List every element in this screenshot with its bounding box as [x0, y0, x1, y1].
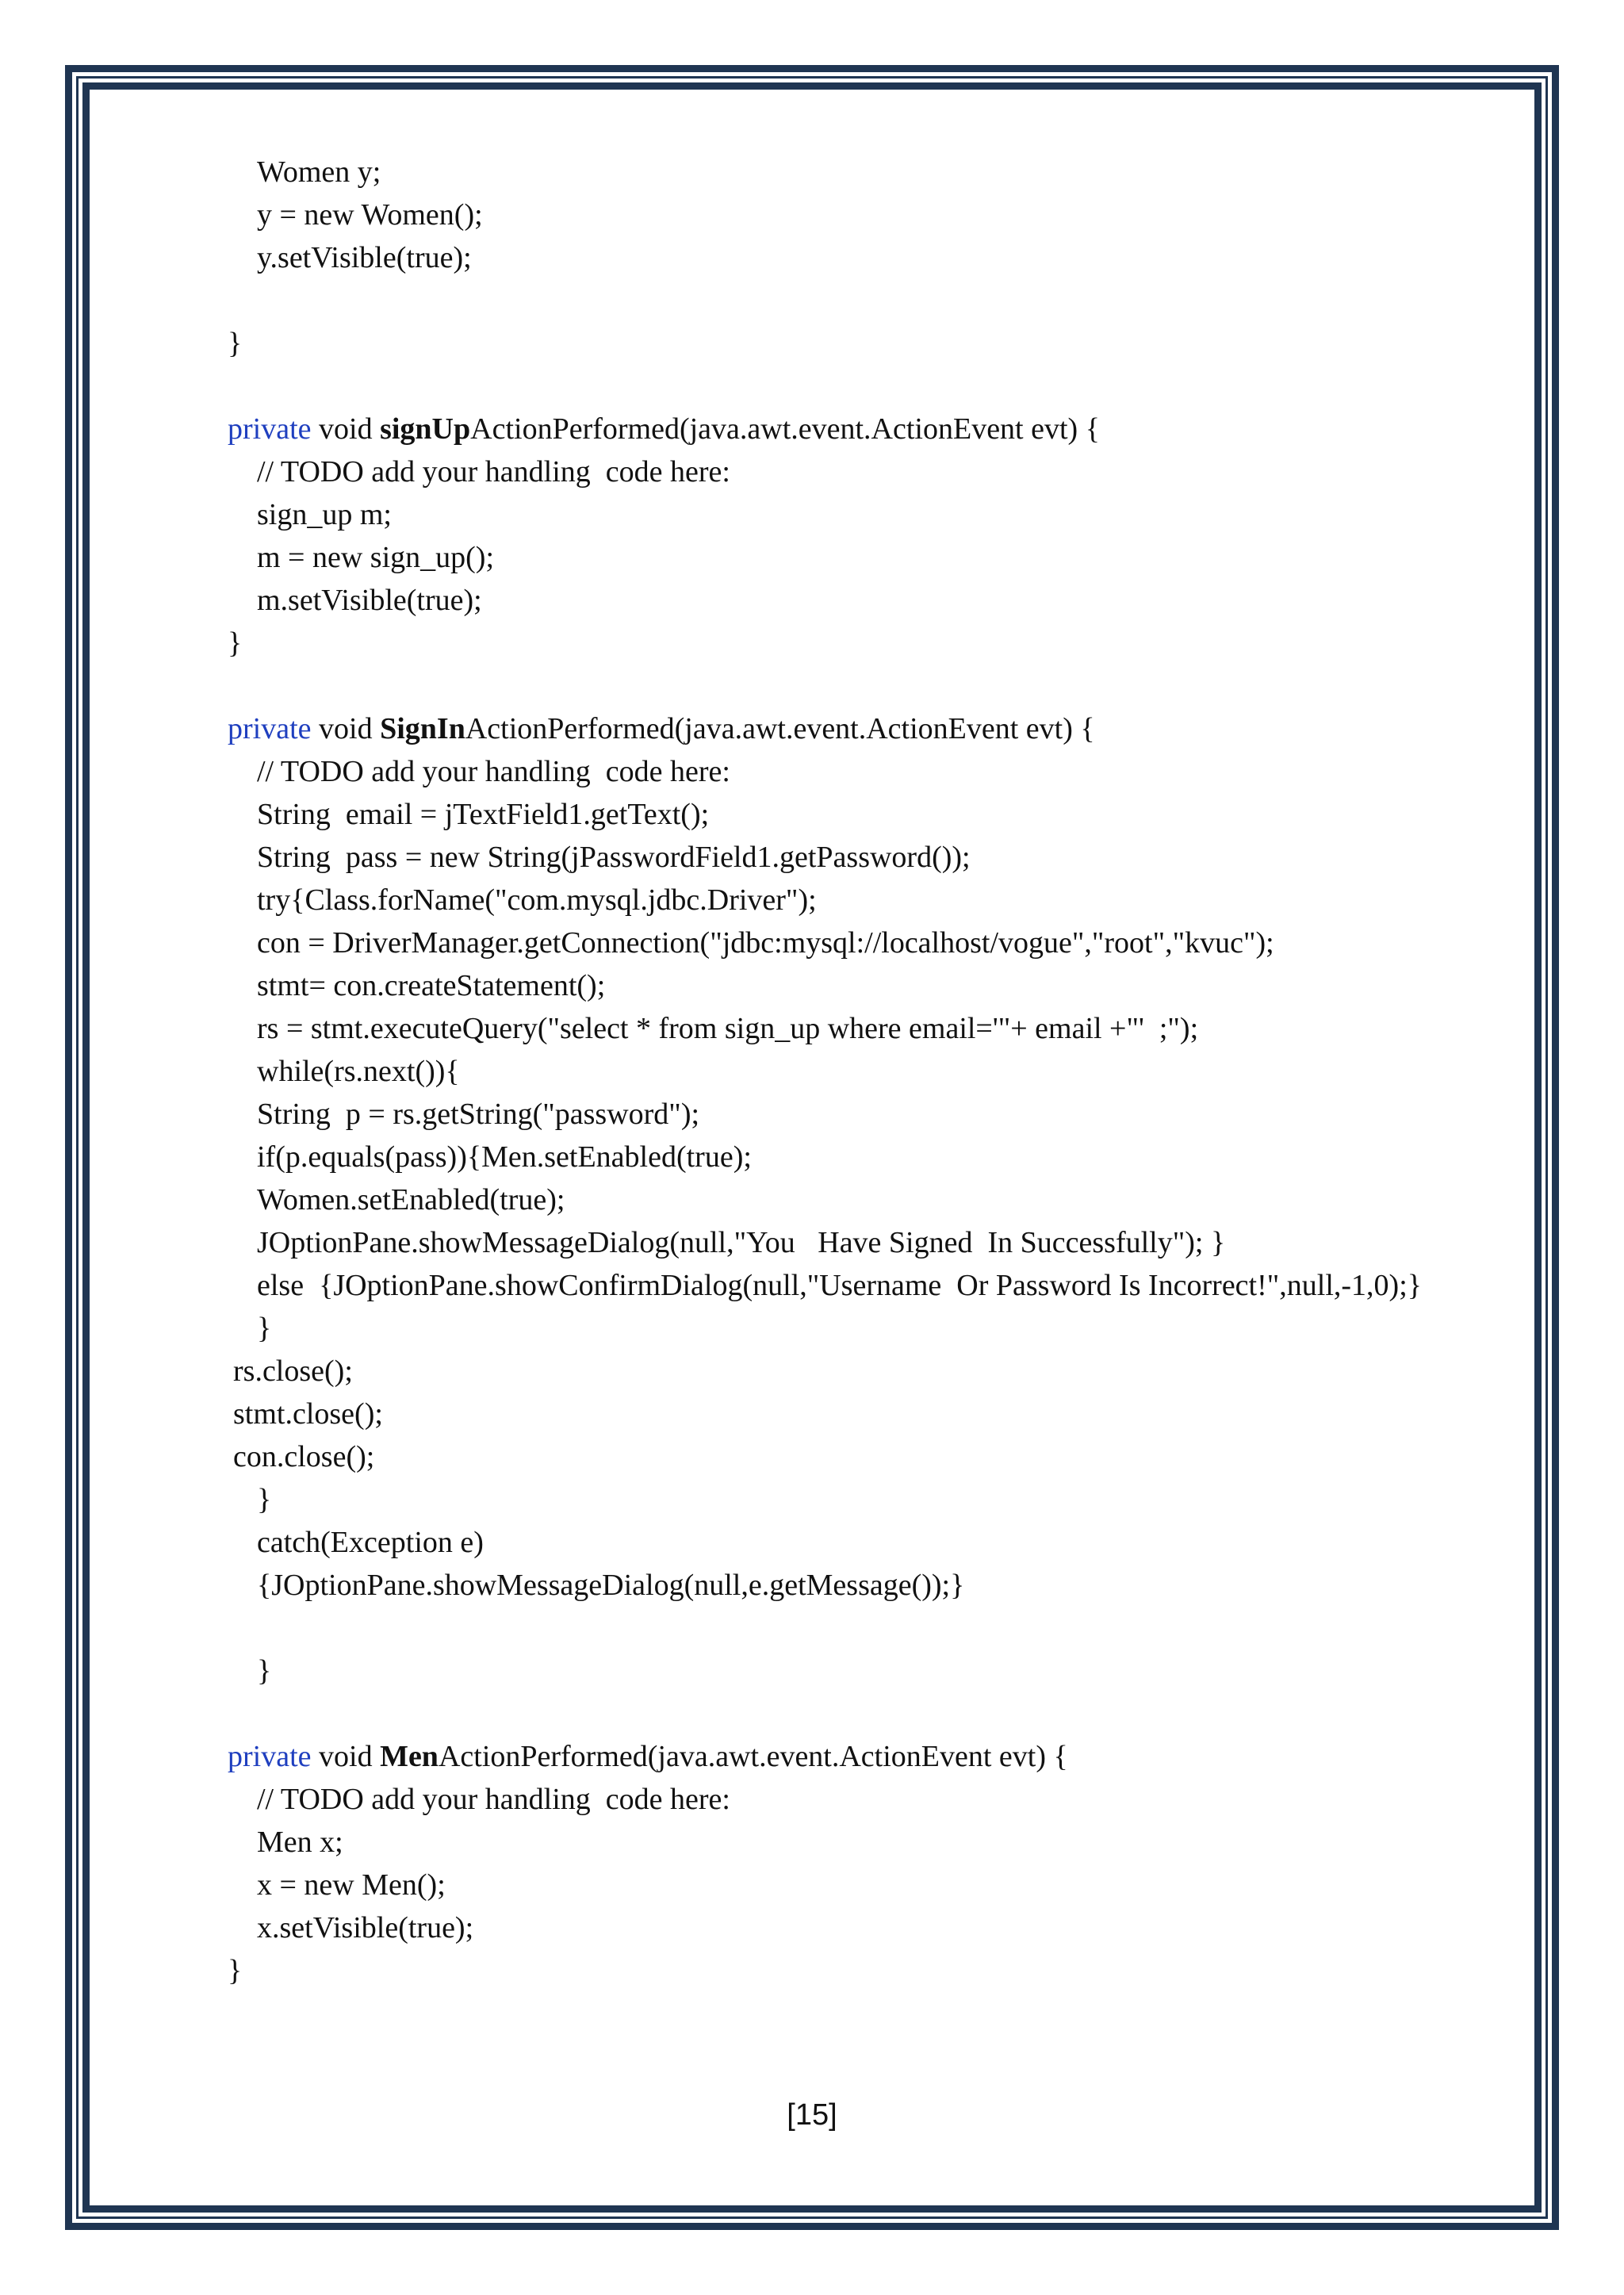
code-comment: // TODO add your handling code here: — [257, 755, 730, 788]
code-line: } — [228, 327, 243, 360]
code-line: rs = stmt.executeQuery("select * from sign_up where email='"+ email +"' ;"); — [257, 1012, 1199, 1045]
code-line: else {JOptionPane.showConfirmDialog(null,"Username Or Password Is Incorrect!",null,-1,0);} — [257, 1269, 1422, 1302]
code-line: String pass = new String(jPasswordField1.getPassword()); — [257, 841, 971, 874]
code-line: Women y; — [257, 155, 381, 189]
code-line: stmt.close(); — [233, 1397, 383, 1431]
code-line: rs.close(); — [233, 1354, 353, 1388]
code-line: con.close(); — [233, 1440, 375, 1473]
code-line: while(rs.next()){ — [257, 1055, 460, 1088]
code-line: {JOptionPane.showMessageDialog(null,e.getMessage());} — [257, 1569, 965, 1602]
code-line: m.setVisible(true); — [257, 584, 482, 617]
method-name-bold: SignIn — [380, 712, 465, 745]
code-token: void — [311, 1740, 381, 1773]
code-token: ActionPerformed(java.awt.event.ActionEvent evt) { — [438, 1740, 1068, 1773]
method-name-bold: signUp — [380, 412, 471, 446]
keyword-private: private — [228, 712, 312, 745]
code-line: } — [257, 1312, 272, 1345]
code-line: } — [228, 626, 243, 660]
code-line: if(p.equals(pass)){Men.setEnabled(true); — [257, 1140, 752, 1174]
code-line: catch(Exception e) — [257, 1526, 484, 1559]
method-signature-signup — [228, 408, 1100, 450]
code-line: } — [257, 1654, 272, 1688]
code-comment: // TODO add your handling code here: — [257, 1783, 730, 1816]
code-line: Men x; — [257, 1826, 343, 1859]
code-line: x = new Men(); — [257, 1868, 446, 1902]
code-line: sign_up m; — [257, 498, 392, 531]
code-line: String p = rs.getString("password"); — [257, 1098, 700, 1131]
method-signature-men — [228, 1735, 1068, 1778]
method-signature-signin — [228, 707, 1095, 750]
code-token: void — [311, 412, 381, 446]
code-line: String email = jTextField1.getText(); — [257, 798, 710, 831]
keyword-private: private — [228, 412, 312, 446]
code-line: } — [228, 1954, 243, 1987]
code-line: stmt= con.createStatement(); — [257, 969, 606, 1002]
page-number: [15] — [787, 2098, 837, 2132]
code-line: y = new Women(); — [257, 198, 483, 232]
code-line: JOptionPane.showMessageDialog(null,"You Have Signed In Successfully"); } — [257, 1226, 1226, 1259]
code-line: } — [257, 1483, 272, 1516]
code-token: void — [311, 712, 381, 745]
code-line: y.setVisible(true); — [257, 241, 472, 274]
code-line: con = DriverManager.getConnection("jdbc:mysql://localhost/vogue","root","kvuc"); — [257, 926, 1274, 960]
code-line: m = new sign_up(); — [257, 541, 495, 574]
code-token: ActionPerformed(java.awt.event.ActionEvent evt) { — [465, 712, 1095, 745]
code-line: x.setVisible(true); — [257, 1911, 474, 1944]
code-line: try{Class.forName("com.mysql.jdbc.Driver"); — [257, 883, 817, 917]
keyword-private: private — [228, 1740, 312, 1773]
code-line: Women.setEnabled(true); — [257, 1183, 565, 1216]
method-name-bold: Men — [380, 1740, 439, 1773]
code-comment: // TODO add your handling code here: — [257, 455, 730, 489]
code-token: ActionPerformed(java.awt.event.ActionEvent evt) { — [470, 412, 1100, 446]
